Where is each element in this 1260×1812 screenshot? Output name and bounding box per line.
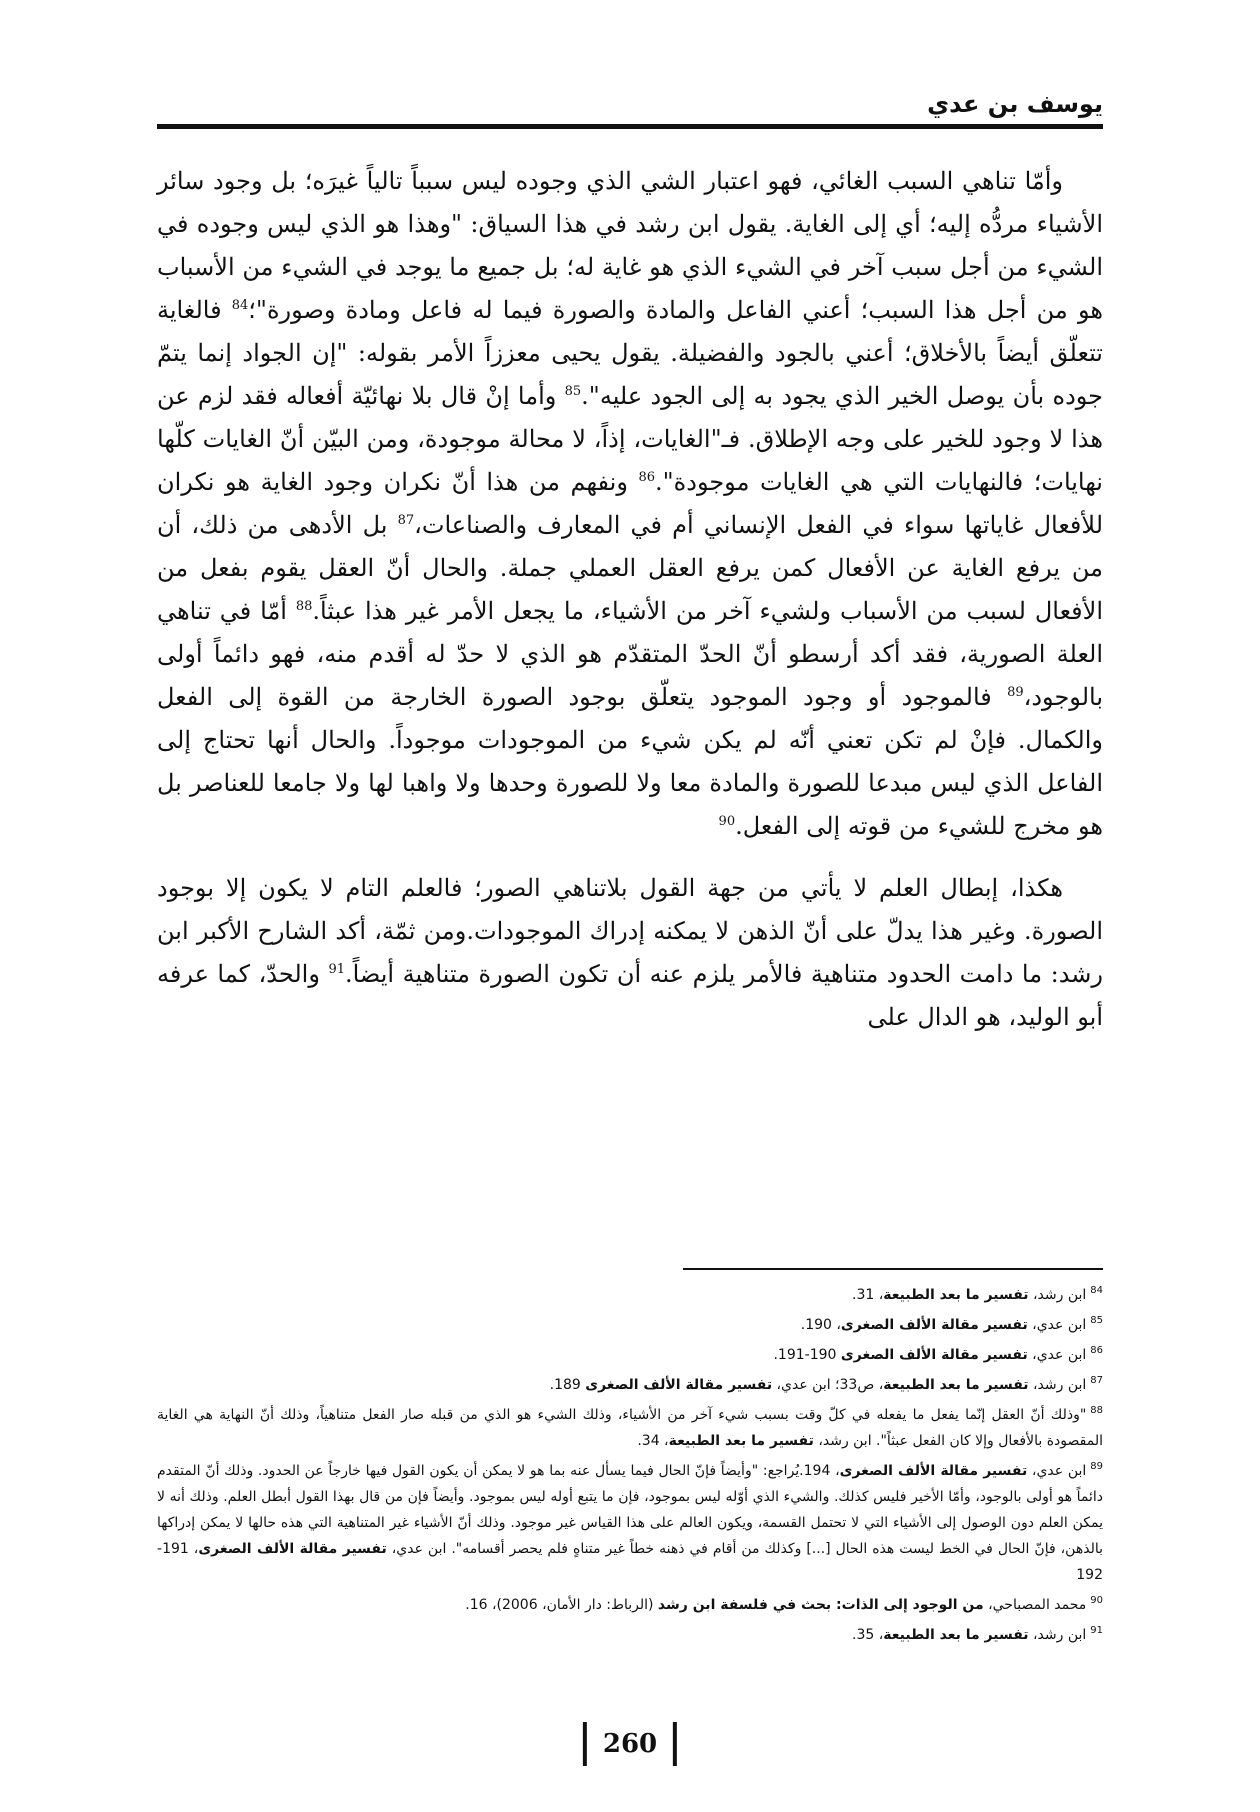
footnote-text: ابن رشد، [1028, 1377, 1087, 1393]
footnote-number: 88 [1090, 1405, 1103, 1417]
footnote [157, 1372, 1103, 1398]
text-span: وأما إنْ قال بلا نهائيّة أفعاله فقد لزم عن هذا لا وجود للخير على وجه الإطلاق. فـ"الغايات، إذاً، لا محالة موجودة، ومن البيّن أنّ الغايات كلّها نهايات؛ فالنهايات التي هي الغايات موجودة". [157, 382, 1103, 496]
footnote-number: 86 [1090, 1345, 1103, 1357]
footnote [157, 1458, 1103, 1588]
footnote-text: ابن عدي، [1027, 1317, 1087, 1333]
footnote-ref[interactable]: 84 [231, 298, 249, 313]
header-author: يوسف بن عدي [917, 88, 1103, 120]
footnote [157, 1282, 1103, 1308]
footnote-text: ، 191-192 [157, 1541, 1103, 1583]
text-span: ونفهم من هذا أنّ نكران وجود الغاية هو نكران للأفعال غاياتها سواء في الفعل الإنساني أم في المعارف والصناعات، [157, 468, 1104, 539]
footnote-ref[interactable]: 89 [1007, 685, 1024, 700]
footnote-title: تفسير مقالة الألف الصغرى [839, 1463, 1028, 1479]
footnote-number: 84 [1090, 1285, 1103, 1297]
footnote-text: "وذلك أنّ العقل إنّما يفعل ما يفعله في كلّ وقت بسبب شيء آخر من الأشياء، وذلك الشيء هو الذي من قبله صار الفعل متناهياً، وذلك أنّ النهاية هي الغاية المقصودة بالأفعال وإلا كان الفعل عبثاً". ابن رشد، [157, 1407, 1103, 1449]
footnote-title: تفسير ما بعد الطبيعة [668, 1433, 814, 1449]
footnote-text: ابن عدي، [1027, 1347, 1087, 1363]
footnote-number: 85 [1090, 1315, 1103, 1327]
page-number: 260 [602, 1729, 658, 1759]
footnote-separator [683, 1268, 1103, 1270]
footnote-title: تفسير مقالة الألف الصغرى [198, 1541, 387, 1557]
footnote [157, 1622, 1103, 1648]
footnote-number: 90 [1090, 1595, 1103, 1607]
footnotes [157, 1282, 1103, 1652]
footnote-text: ، 35. [852, 1627, 884, 1643]
footnote-ref[interactable]: 85 [564, 384, 582, 399]
footnote-number: 87 [1090, 1375, 1103, 1387]
footnote-text: ابن رشد، [1028, 1627, 1087, 1643]
footnote-title: تفسير مقالة الألف الصغرى [840, 1347, 1028, 1363]
footnote-text: ، 190. [800, 1317, 841, 1333]
footnote-text: 190-191. [773, 1347, 841, 1363]
footnote-title: تفسير مقالة الألف الصغرى [840, 1317, 1028, 1333]
text-span: هكذا، إبطال العلم لا يأتي من جهة القول بلاتناهي الصور؛ فالعلم التام لا يكون إلا بوجود الصورة. وغير هذا يدلّ على أنّ الذهن لا يمكنه إدراك الموجودات.ومن ثمّة، أكد الشارح الأكبر ابن رشد: ما دامت الحدود متناهية فالأمر يلزم عنه أن تكون الصورة متناهية أيضاً. [157, 874, 1103, 988]
footnote-text: ، ص33؛ ابن عدي، [772, 1377, 884, 1393]
footnote-ref[interactable]: 86 [638, 470, 656, 485]
text-span: فالموجود أو وجود الموجود يتعلّق بوجود الصورة الخارجة من القوة إلى الفعل والكمال. فإنْ لم تكن تعني أنّه لم يكن شيء من الموجودات موجوداً. والحال أنها تحتاج إلى الفاعل الذي ليس مبدعا للصورة والمادة معا ولا للصورة وحدها ولا واهبا لها ولا جامعا للعناصر بل هو مخرج للشيء من قوته إلى الفعل. [157, 683, 1103, 840]
footnote [157, 1402, 1103, 1454]
footnote-ref[interactable]: 87 [397, 513, 415, 528]
footnote-title: تفسير ما بعد الطبيعة [883, 1287, 1029, 1303]
footnote-ref[interactable]: 88 [295, 599, 313, 614]
footnote-ref[interactable]: 91 [328, 962, 345, 977]
footnote-text: ابن عدي، [1027, 1463, 1087, 1479]
footnote-text: ابن رشد، [1028, 1287, 1087, 1303]
paragraph [157, 867, 1103, 1039]
footnote-title: تفسير مقالة الألف الصغرى [585, 1377, 773, 1393]
footnote [157, 1312, 1103, 1338]
footnote-text: محمد المصباحي، [983, 1597, 1087, 1613]
footnote-title: تفسير ما بعد الطبيعة [883, 1627, 1029, 1643]
text-span: والحدّ، كما عرفه أبو الوليد، هو الدال على [157, 960, 1103, 1031]
footnote-number: 89 [1090, 1461, 1103, 1473]
text-span: فالغاية تتعلّق أيضاً بالأخلاق؛ أعني بالجود والفضيلة. يقول يحيى معززاً الأمر بقوله: "إن الجواد إنما يتمّ جوده بأن يوصل الخير الذي يجود به إلى الجود عليه". [157, 296, 1103, 410]
footnote-text: 189. [549, 1377, 586, 1393]
footnote-text: (الرباط: دار الأمان، 2006)، 16. [465, 1597, 658, 1613]
text-span: أمّا في تناهي العلة الصورية، فقد أكد أرسطو أنّ الحدّ المتقدّم هو الذي لا حدّ له أقدم منه، فهو دائماً أولى بالوجود، [157, 597, 1103, 711]
footnote-title: تفسير ما بعد الطبيعة [883, 1377, 1029, 1393]
footnote-text: ، 194.يُراجع: "وأيضاً فإنّ الحال فيما يسأل عنه بما هو لا يمكن أن يكون القول فيها خارجاً عن الحدود. وذلك أنّ المتقدم دائماً هو أولى بالوجود، وأمّا الأخير فليس كذلك. والشيء الذي أوّله ليس بموجود، فإن ما يتبع أوله ليس بموجود. وأيضاً فإن من قال بهذا القول أبطل العلم. وذلك أنه لا يمكن العلم دون الوصول إلى الأشياء التي لا تحتمل القسمة، ويكون العالم على هذا القياس غير موجود. وذلك أنّ الأشياء غير المتناهية التي هذه حالها لا يمكن إدراكها بالذهن، فإنّ الحال في الخط ليست هذه الحال [...] وكذلك من أقام في ذهنه خطاً غير متناهٍ فلم يحصر أقسامه". ابن عدي، [157, 1463, 1103, 1557]
main-text [157, 160, 1103, 1039]
paragraph [157, 160, 1103, 848]
footnote-ref[interactable]: 90 [718, 814, 736, 829]
footnote-number: 91 [1090, 1625, 1103, 1637]
footnote-title: من الوجود إلى الذات: بحث في فلسفة ابن رشد [657, 1597, 984, 1613]
footnote [157, 1342, 1103, 1368]
text-span: بل الأدهى من ذلك، أن من يرفع الغاية عن الأفعال كمن يرفع العقل العملي جملة. والحال أنّ العقل يقوم بفعل من الأفعال لسبب من الأسباب ولشيء آخر من الأشياء، ما يجعل الأمر غير هذا عبثاً. [157, 511, 1104, 625]
footnote-text: ، 34. [637, 1433, 669, 1449]
running-header [157, 88, 1103, 129]
footnote-text: ، 31. [852, 1287, 884, 1303]
footnote [157, 1592, 1103, 1618]
page-number-box [583, 1722, 677, 1766]
text-span: وأمّا تناهي السبب الغائي، فهو اعتبار الشي الذي وجوده ليس سبباً تالياً غيرَه؛ بل وجود سائر الأشياء مردُّه إليه؛ أي إلى الغاية. يقول ابن رشد في هذا السياق: "وهذا هو الذي ليس وجوده في الشيء من أجل سبب آخر في الشيء الذي هو غاية له؛ بل جميع ما يوجد في الشيء من الأسباب هو من أجل هذا السبب؛ أعني الفاعل والمادة والصورة فيما له فاعل ومادة وصورة"؛ [157, 167, 1104, 324]
